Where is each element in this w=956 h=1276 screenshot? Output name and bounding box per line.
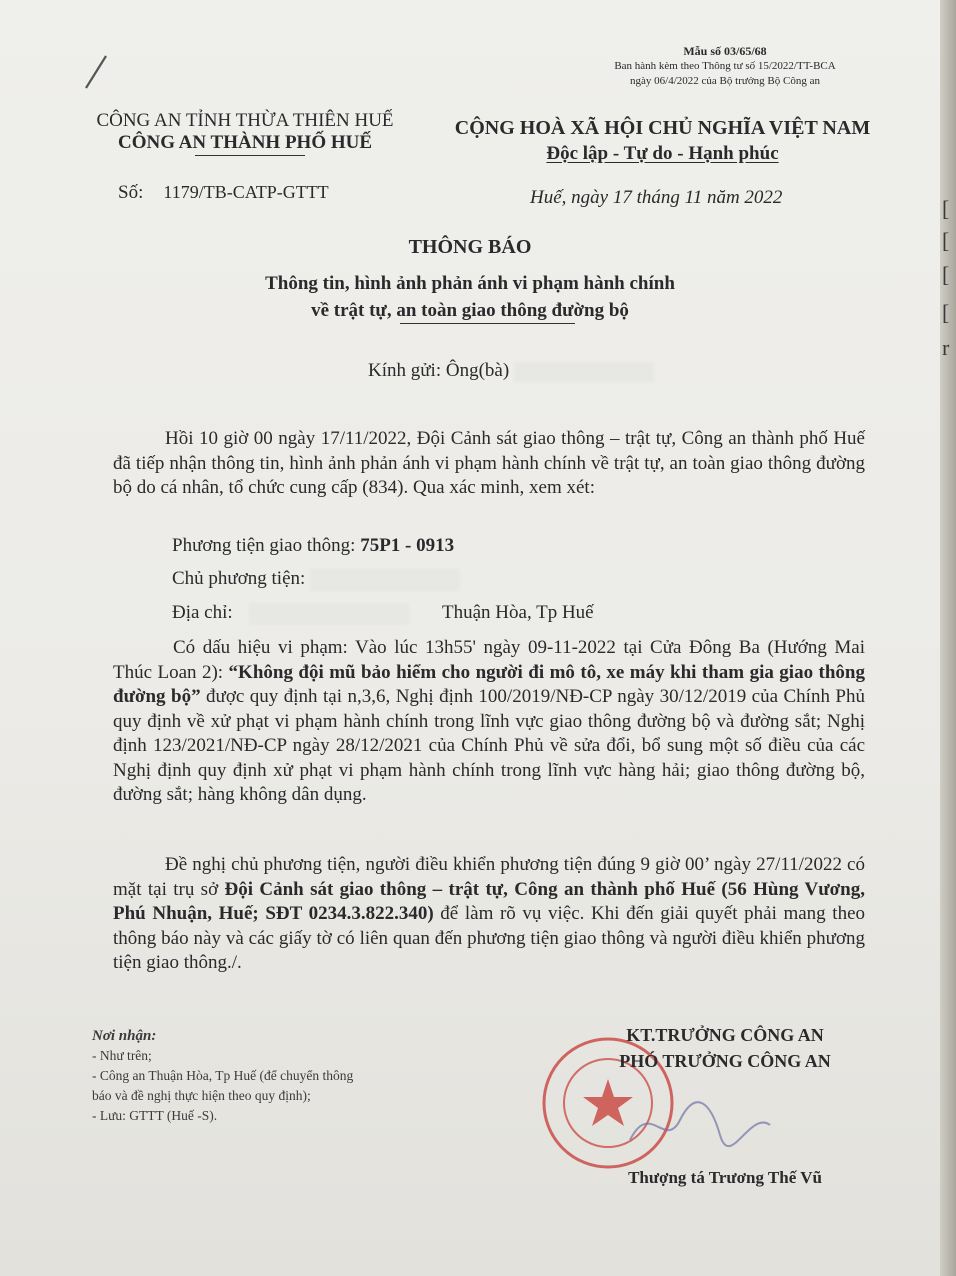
addressee — [368, 360, 654, 382]
owner-line — [172, 568, 460, 591]
form-issued-date: ngày 06/4/2022 của Bộ trưởng Bộ Công an — [630, 75, 820, 87]
paragraph-violation — [113, 636, 865, 808]
nation-motto: Độc lập - Tự do - Hạnh phúc — [546, 143, 779, 164]
place-date: Huế, ngày 17 tháng 11 năm 2022 — [530, 187, 783, 208]
signature-line-2: PHÓ TRƯỞNG CÔNG AN — [619, 1051, 831, 1071]
edge-mark: [ — [942, 262, 950, 287]
form-number: Mẫu số 03/65/68 — [683, 44, 767, 58]
agency-line-1: CÔNG AN TỈNH THỪA THIÊN HUẾ — [96, 110, 394, 131]
national-header — [440, 115, 885, 167]
recipient-item: - Lưu: GTTT (Huế -S). — [92, 1108, 218, 1123]
signature-title — [560, 1022, 890, 1074]
recipient-item: báo và đề nghị thực hiện theo quy định); — [92, 1088, 311, 1103]
document-number-value: 1179/TB-CATP-GTTT — [163, 182, 329, 202]
paragraph-intro: Hồi 10 giờ 00 ngày 17/11/2022, Đội Cảnh sát giao thông – trật tự, Công an thành phố Huế đã tiếp nhận thông tin, hình ảnh phản ánh vi phạm hành chính về trật tự, an toàn giao thông đường bộ do cá nhân, tổ chức cung cấp (834). Qua xác minh, xem xét: — [113, 428, 865, 498]
pen-mark — [82, 52, 112, 92]
addressee-label: Kính gửi: Ông(bà) — [368, 360, 510, 381]
page-edge — [940, 0, 956, 1276]
agency-line-2: CÔNG AN THÀNH PHỐ HUẾ — [117, 132, 373, 153]
signature-line-1: KT.TRƯỞNG CÔNG AN — [626, 1025, 824, 1045]
subtitle-line-2: về trật tự, an toàn giao thông đường bộ — [311, 300, 629, 321]
request-office: Đội Cảnh sát giao thông – trật tự, Công an thành phố Huế (56 Hùng Vương, Phú Nhuận, Huế; SĐT 0234.3.822.340) — [113, 878, 865, 924]
subtitle-line-1: Thông tin, hình ảnh phản ánh vi phạm hành chính — [265, 273, 675, 294]
paragraph-request — [113, 853, 865, 976]
subtitle-underline — [400, 323, 575, 324]
recipients-block — [92, 1026, 353, 1126]
violation-rest: được quy định tại n,3,6, Nghị định 100/2019/NĐ-CP ngày 30/12/2019 của Chính Phủ quy định về xử phạt vi phạm hành chính trong lĩnh vực giao thông đường bộ và đường sắt; Nghị định 123/2021/NĐ-CP ngày 28/12/2021 của Chính Phủ về sửa đổi, bổ sung một số điều của các Nghị định quy định xử phạt vi phạm hành chính trong lĩnh vực hàng hải; giao thông đường bộ, đường sắt; hàng không dân dụng. — [113, 686, 865, 805]
violation-intro: Có dấu hiệu vi phạm: Vào lúc 13h55' ngày 09-11-2022 tại Cửa Đông Ba (Hướng Mai Thúc Loan 2): — [113, 637, 865, 683]
violation-offense: “Không đội mũ bảo hiểm cho người đi mô tô, xe máy khi tham gia giao thông đường bộ” — [113, 661, 866, 707]
edge-mark: [ — [942, 196, 950, 221]
document-number — [118, 182, 329, 204]
request-rest: để làm rõ vụ việc. Khi đến giải quyết phải mang theo thông báo này và các giấy tờ có liên quan đến phương tiện giao thông và người điều khiển phương tiện giao thông./. — [113, 903, 865, 973]
address-label: Địa chỉ: — [172, 602, 233, 623]
address-redacted — [249, 603, 409, 625]
recipient-item: - Như trên; — [92, 1048, 152, 1063]
handwritten-signature — [620, 1090, 780, 1160]
recipients-heading: Nơi nhận: — [92, 1028, 157, 1044]
edge-mark: r — [942, 335, 950, 360]
recipient-item: - Công an Thuận Hòa, Tp Huế (để chuyển thông — [92, 1068, 354, 1083]
document-subtitle — [0, 270, 940, 324]
form-number-block — [560, 44, 890, 89]
address-line — [172, 602, 594, 625]
owner-label: Chủ phương tiện: — [172, 568, 306, 589]
address-tail: Thuận Hòa, Tp Huế — [442, 602, 594, 623]
issuing-agency — [70, 110, 420, 154]
document-title: THÔNG BÁO — [408, 236, 532, 258]
edge-mark: [ — [942, 228, 950, 253]
edge-mark: [ — [942, 300, 950, 325]
addressee-redacted — [514, 362, 654, 382]
signer-name: Thượng tá Trương Thế Vũ — [628, 1168, 822, 1187]
agency-underline — [195, 155, 305, 156]
document-number-label: Số: — [118, 182, 144, 203]
nation-name: CỘNG HOÀ XÃ HỘI CHỦ NGHĨA VIỆT NAM — [454, 117, 871, 139]
request-intro: Đề nghị chủ phương tiện, người điều khiển phương tiện đúng 9 giờ 00’ ngày 27/11/2022 có mặt tại trụ sở — [113, 854, 865, 900]
owner-redacted — [310, 569, 460, 591]
vehicle-plate: 75P1 - 0913 — [360, 535, 455, 556]
vehicle-label: Phương tiện giao thông: — [172, 535, 356, 556]
vehicle-line — [172, 535, 454, 557]
form-issued-with: Ban hành kèm theo Thông tư số 15/2022/TT-BCA — [614, 60, 836, 72]
